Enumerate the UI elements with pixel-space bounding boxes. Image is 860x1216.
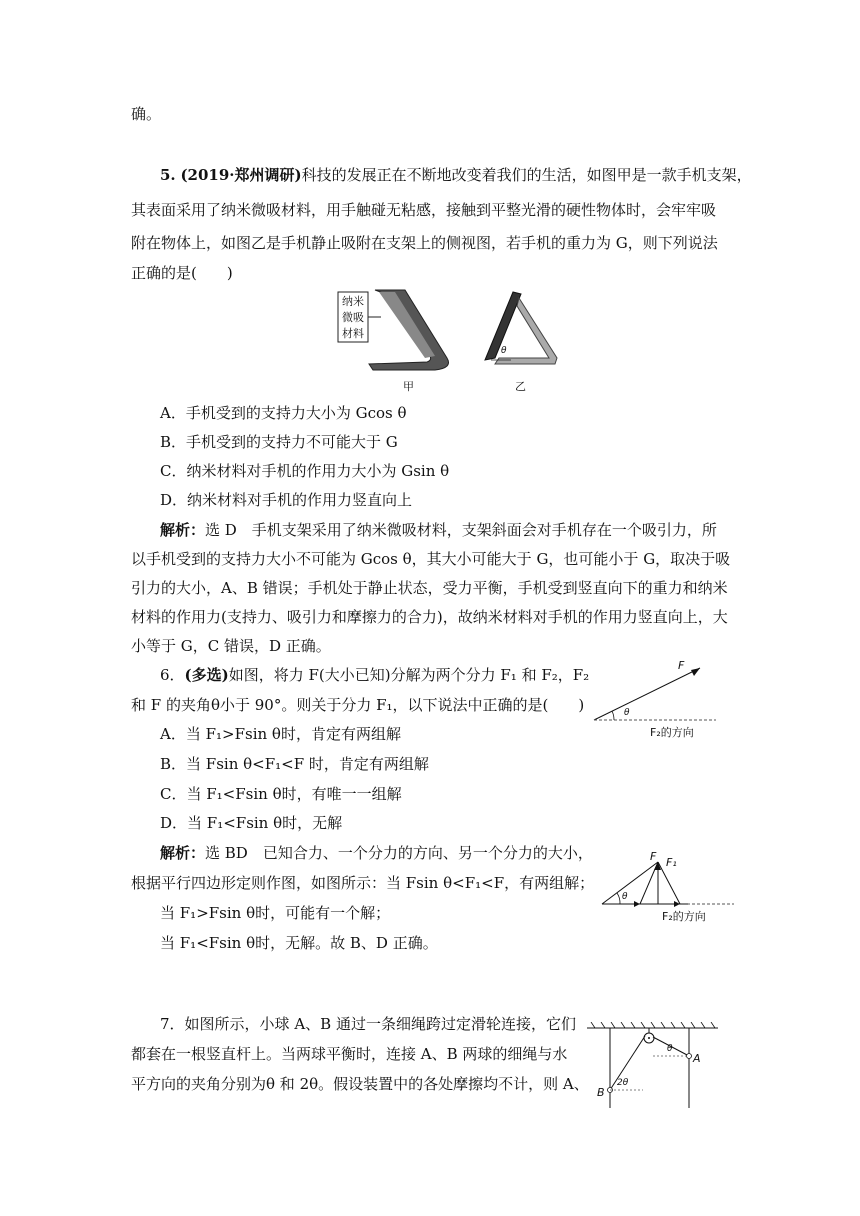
q7-stem-line-2: 都套在一根竖直杆上。当两球平衡时，连接 A、B 两球的细绳与水 xyxy=(131,1045,568,1063)
q6-option-b: B．当 Fsin θ<F₁<F 时，肯定有两组解 xyxy=(160,755,429,773)
q6-option-d: D．当 F₁<Fsin θ时，无解 xyxy=(160,814,343,832)
force-decomposition-figure xyxy=(590,660,720,740)
q6-analysis-line-1 xyxy=(160,843,593,863)
theta-label: θ xyxy=(622,892,628,902)
q6-analysis-line-4: 当 F₁<Fsin θ时，无解。故 B、D 正确。 xyxy=(160,934,438,952)
f2-direction-label: F₂的方向 xyxy=(662,910,706,923)
label-line-1: 纳米 xyxy=(342,295,364,308)
phone-holder-illustration xyxy=(335,288,565,396)
q5-option-b: B．手机受到的支持力不可能大于 G xyxy=(160,433,398,451)
q7-first-line xyxy=(160,1014,576,1034)
q5-first-line xyxy=(160,165,752,185)
q6-option-a: A．当 F₁>Fsin θ时，肯定有两组解 xyxy=(160,725,401,743)
ball-a-label: A xyxy=(693,1052,701,1065)
phone-holder-figure xyxy=(335,288,565,396)
pulley-diagram xyxy=(585,1022,720,1108)
q5-analysis-line-3: 引力的大小，A、B 错误；手机处于静止状态，受力平衡，手机受到竖直向下的重力和纳米 xyxy=(131,579,728,597)
theta-label: θ xyxy=(501,346,507,356)
q6-option-c: C．当 F₁<Fsin θ时，有唯一一组解 xyxy=(160,785,402,803)
q5-stem-line-3: 附在物体上，如图乙是手机静止吸附在支架上的侧视图，若手机的重力为 G，则下列说法 xyxy=(131,234,718,252)
f-label: F xyxy=(650,850,657,863)
nano-material-label xyxy=(342,294,364,342)
q6-analysis-line-3: 当 F₁>Fsin θ时，可能有一个解； xyxy=(160,904,391,922)
q5-option-d: D．纳米材料对手机的作用力竖直向上 xyxy=(160,491,413,509)
q7-stem-line-3: 平方向的夹角分别为θ 和 2θ。假设装置中的各处摩擦均不计，则 A、 xyxy=(131,1075,589,1093)
q6-stem-line-2: 和 F 的夹角θ小于 90°。则关于分力 F₁，以下说法中正确的是( ) xyxy=(131,696,585,714)
q5-number: 5. xyxy=(160,166,176,184)
q7-number: 7． xyxy=(160,1015,185,1033)
theta-label: θ xyxy=(624,708,630,718)
q6-number: 6． xyxy=(160,666,185,684)
two-theta-label: 2θ xyxy=(617,1078,629,1088)
f1-label: F₁ xyxy=(666,856,677,869)
q5-analysis-line-2: 以手机受到的支持力大小不可能为 Gcos θ，其大小可能大于 G，也可能小于 G，取决于吸 xyxy=(131,550,731,568)
parallelogram-figure xyxy=(598,852,738,924)
q6-stem-line-1: 如图，将力 F(大小已知)分解为两个分力 F₁ 和 F₂，F₂ xyxy=(228,666,590,684)
q5-stem-line-4: 正确的是( ) xyxy=(131,264,233,282)
q5-stem-line-2: 其表面采用了纳米微吸材料，用手触碰无粘感，接触到平整光滑的硬性物体时，会牢牢吸 xyxy=(131,201,717,219)
q5-source: (2019·郑州调研) xyxy=(180,166,302,184)
pulley-figure xyxy=(585,1022,720,1108)
q6-analysis-label: 解析： xyxy=(160,844,206,862)
q6-analysis-text-1: 选 BD 已知合力、一个分力的方向、另一个分力的大小， xyxy=(205,844,593,862)
label-line-2: 微吸 xyxy=(342,311,364,324)
theta-label: θ xyxy=(667,1044,673,1054)
f-label: F xyxy=(678,659,685,672)
ball-b-label: B xyxy=(597,1086,605,1099)
q5-analysis-text-1: 选 D 手机支架采用了纳米微吸材料，支架斜面会对手机存在一个吸引力，所 xyxy=(205,521,717,539)
q6-tag: (多选) xyxy=(184,666,229,684)
q5-option-c: C．纳米材料对手机的作用力大小为 Gsin θ xyxy=(160,462,450,480)
q5-stem-line-1: 科技的发展正在不断地改变着我们的生活，如图甲是一款手机支架， xyxy=(301,166,752,184)
caption-yi: 乙 xyxy=(515,380,526,393)
q5-analysis-line-4: 材料的作用力(支持力、吸引力和摩擦力的合力)，故纳米材料对手机的作用力竖直向上，大 xyxy=(131,608,728,626)
q5-analysis-line-1 xyxy=(160,520,717,540)
q5-option-a: A．手机受到的支持力大小为 Gcos θ xyxy=(160,404,407,422)
q5-analysis-line-5: 小等于 G，C 错误，D 正确。 xyxy=(131,637,331,655)
f2-direction-label: F₂的方向 xyxy=(650,726,694,739)
q7-stem-line-1: 如图所示，小球 A、B 通过一条细绳跨过定滑轮连接，它们 xyxy=(184,1015,576,1033)
q6-analysis-line-2: 根据平行四边形定则作图，如图所示：当 Fsin θ<F₁<F，有两组解； xyxy=(131,874,595,892)
q6-first-line xyxy=(160,665,589,685)
continued-text: 确。 xyxy=(131,105,162,123)
label-line-3: 材料 xyxy=(342,327,364,340)
q5-analysis-label: 解析： xyxy=(160,521,206,539)
caption-jia: 甲 xyxy=(403,380,414,393)
